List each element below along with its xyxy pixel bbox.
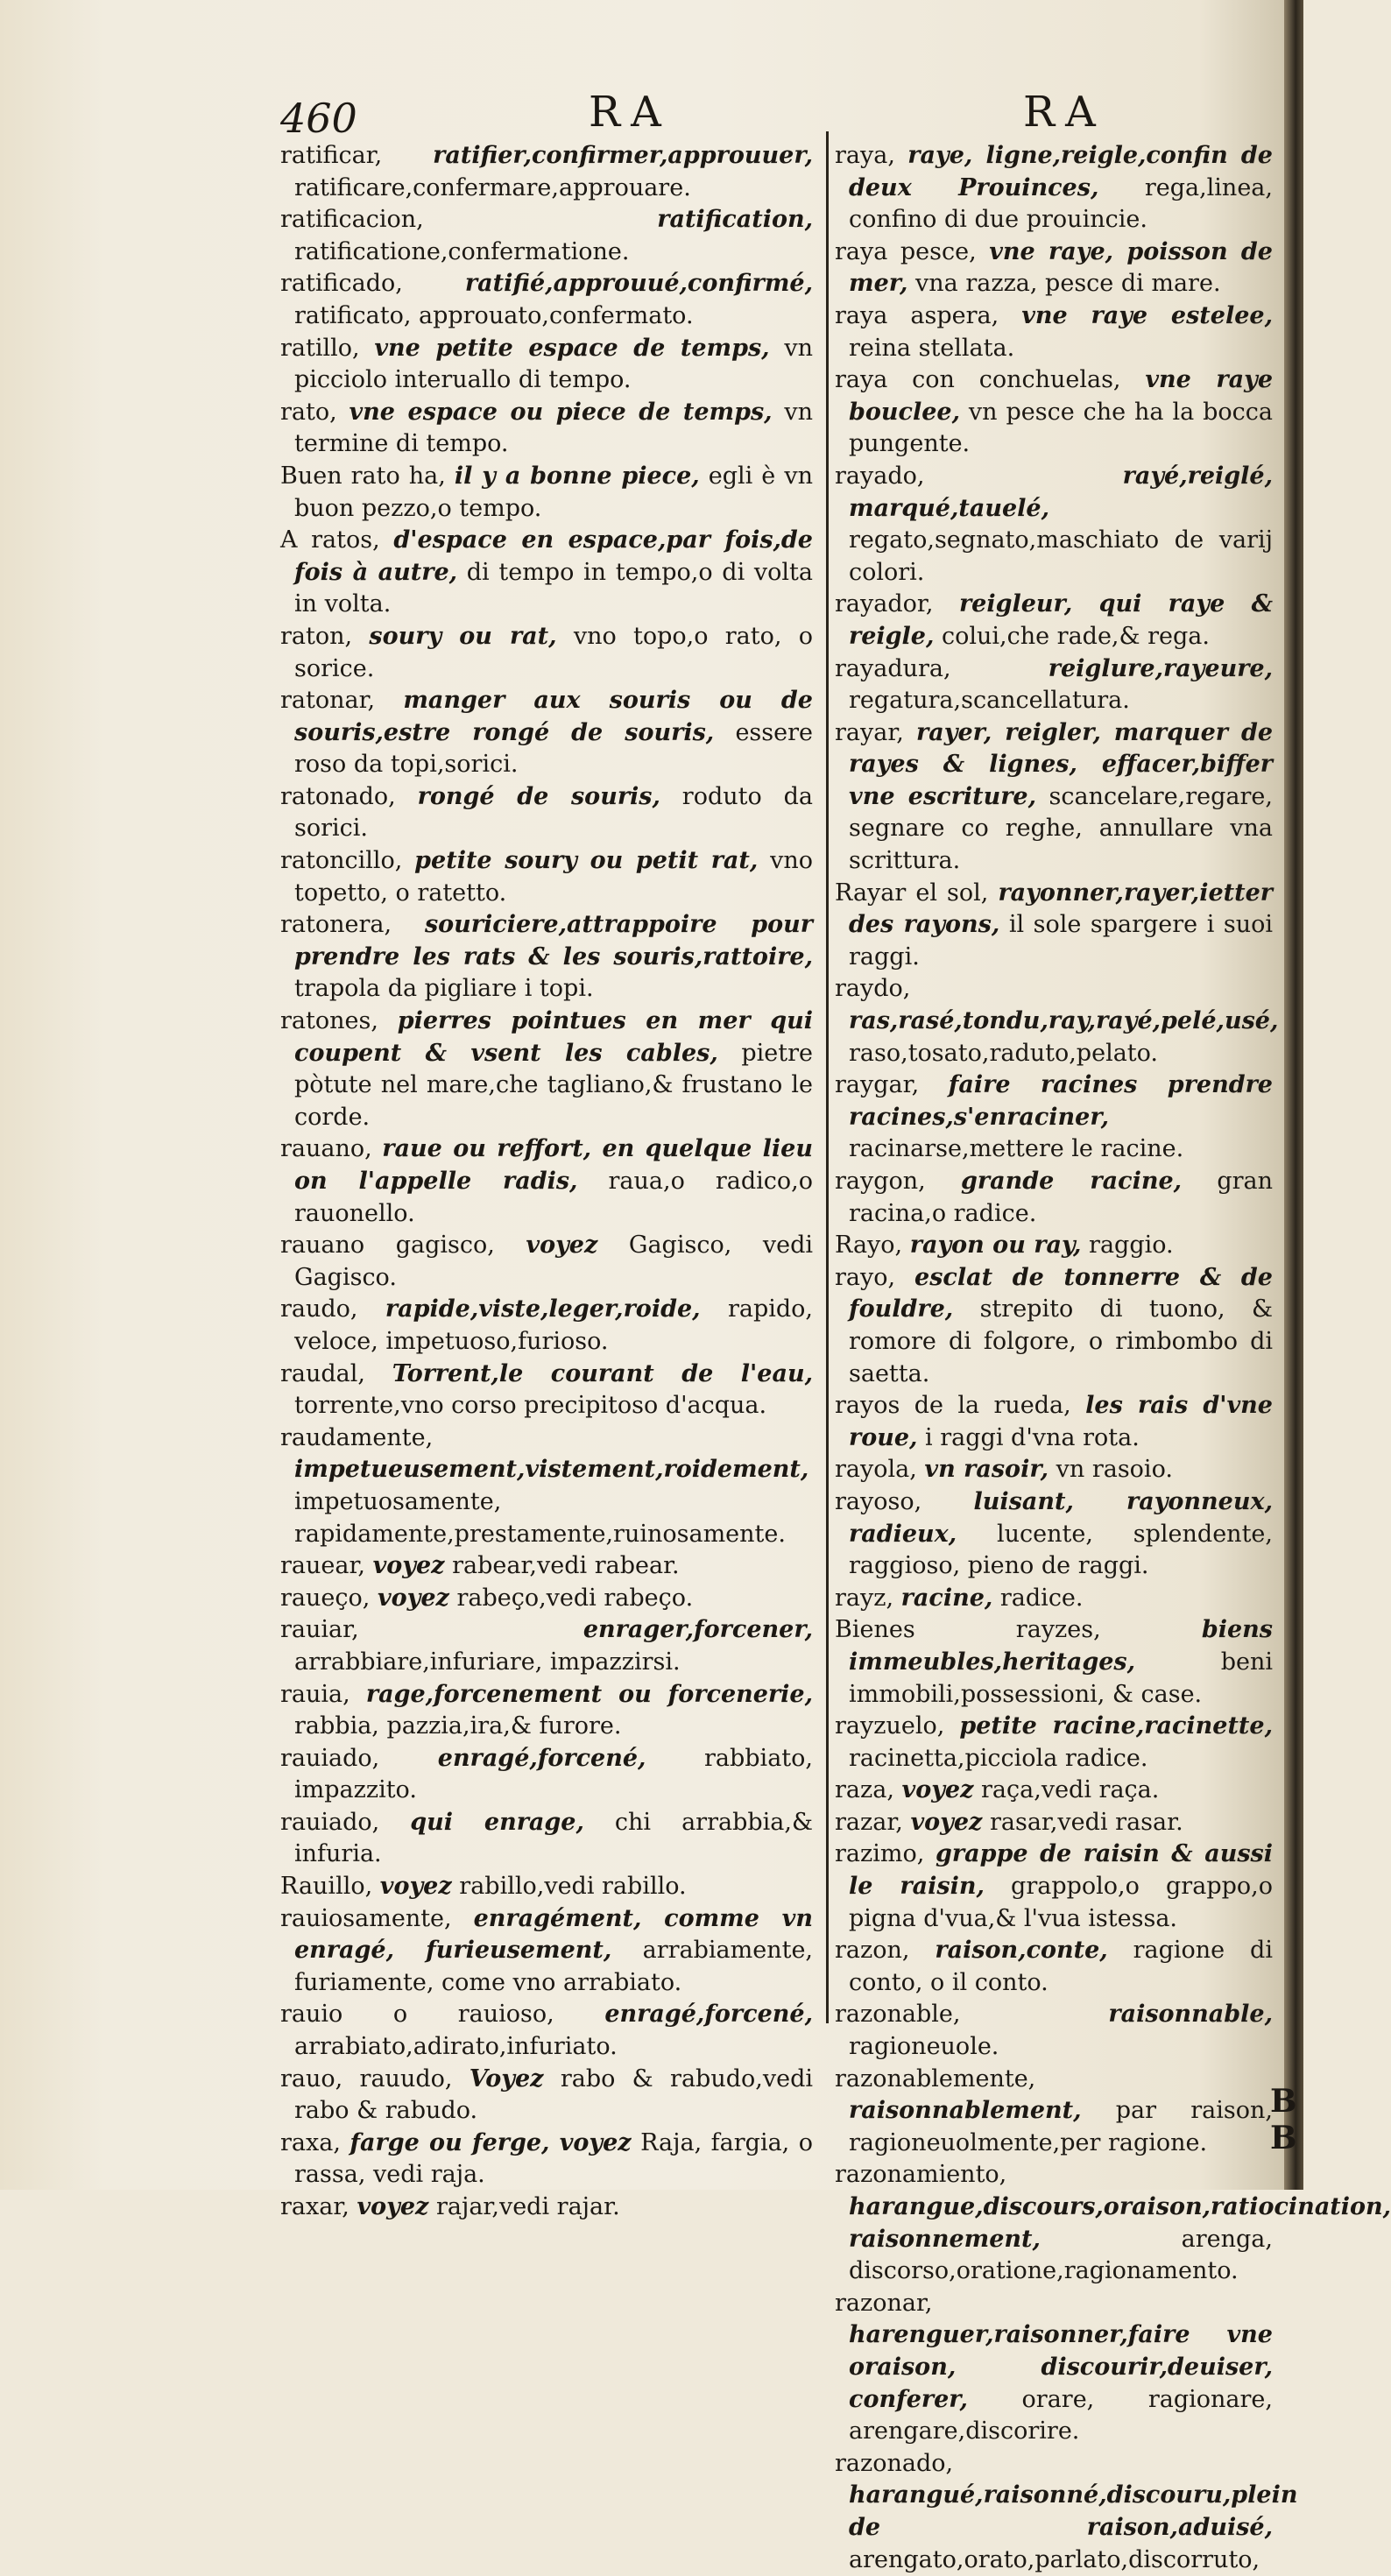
french-gloss: reiglure,rayeure, [1048,654,1273,682]
italian-gloss: i raggi d'vna rota. [925,1423,1140,1451]
dictionary-entry [280,1679,813,1743]
dictionary-entry [280,525,813,621]
headword: razar, [835,1808,903,1836]
french-gloss: voyez [910,1808,983,1836]
dictionary-entry [280,1871,813,1903]
french-gloss: ratifié,approuué,confirmé, [464,270,813,298]
headword: raxa, [280,2128,341,2156]
french-gloss: vne raye estelee, [1021,301,1273,329]
headword: rayo, [835,1263,896,1291]
french-gloss: luisant, rayonneux, radieux, [849,1487,1273,1548]
italian-gloss: vn termine di tempo. [294,398,813,458]
italian-gloss: Raja, fargia, o rassa, vedi raja. [294,2128,813,2189]
book-gutter [1284,0,1303,2190]
dictionary-entry [280,204,813,268]
italian-gloss: trapola da pigliare i topi. [294,975,594,1003]
italian-gloss: rabbia, pazzia,ira,& furore. [294,1712,622,1740]
italian-gloss: arenga, discorso,oratione,ragionamento. [849,2225,1273,2285]
italian-gloss: rajar,vedi rajar. [435,2193,620,2220]
french-gloss: reigleur, qui raye & reigle, [849,590,1273,650]
dictionary-entry [280,1743,813,1807]
headword: ratones, [280,1007,378,1035]
french-gloss: manger aux souris ou de souris,estre rongé de souris, [294,687,813,746]
headword: rayoso, [835,1487,922,1515]
italian-gloss: Gagisco, vedi Gagisco. [294,1232,814,1291]
headword: raygon, [835,1168,926,1195]
dictionary-entry [280,1230,813,1294]
french-gloss: esclat de tonnerre & de fouldre, [849,1263,1273,1323]
headword: Rauillo, [280,1873,373,1901]
french-gloss: raye, ligne,reigle,confin de deux Prouinces, [849,142,1273,201]
headword: ratonado, [280,782,396,810]
italian-gloss: strepito di tuono, & romore di folgore, o rimbombo di saetta. [849,1295,1273,1387]
headword: Rayo, [835,1232,903,1260]
headword: raza, [835,1776,894,1804]
column-divider [826,131,829,2023]
headword: razimo, [835,1840,925,1868]
headword: raya con conchuelas, [835,366,1121,394]
french-gloss: grande racine, [961,1168,1183,1195]
french-gloss: farge ou ferge, voyez [350,2128,632,2156]
italian-gloss: racinetta,picciola radice. [849,1744,1148,1772]
french-gloss: grappe de raisin & aussi le raisin, [849,1840,1273,1901]
dictionary-entry [280,1583,813,1615]
headword: raton, [280,622,353,650]
headword: raudamente, [280,1423,434,1451]
french-gloss: souriciere,attrappoire pour prendre les rats & les souris,rattoire, [294,911,813,970]
french-gloss: vne raye bouclee, [849,366,1273,426]
italian-gloss: rasar,vedi rasar. [989,1808,1183,1836]
dictionary-entry [280,1807,813,1871]
french-gloss: rayer, reigler, marquer de rayes & lignes, effacer,biffer vne escriture, [849,718,1273,810]
dictionary-entry [835,653,1273,717]
headword: ratonera, [280,911,392,939]
french-gloss: Voyez [469,2064,544,2093]
dictionary-entry [280,909,813,1006]
headword: raydo, [835,975,911,1003]
dictionary-entry [280,1903,813,2000]
italian-gloss: vn picciolo interuallo di tempo. [294,334,813,394]
french-gloss: enragément, comme vn enragé, furieusement, [294,1904,813,1965]
headword: rayola, [835,1456,917,1484]
french-gloss: rongé de souris, [417,782,660,810]
dictionary-entry [835,1390,1273,1454]
french-gloss: vn rasoir, [924,1456,1049,1484]
french-gloss: enrager,forcener, [583,1616,813,1644]
french-gloss: vne petite espace de temps, [374,334,770,362]
french-gloss: pierres pointues en mer qui coupent & vsent les cables, [294,1007,813,1067]
headword: rauo, rauudo, [280,2064,453,2093]
headword: rayz, [835,1584,894,1612]
italian-gloss: raua,o radico,o rauonello. [294,1168,813,1227]
dictionary-entry [835,1999,1273,2063]
headword: rayar, [835,718,904,746]
french-gloss: enragé,forcené, [437,1744,646,1772]
dictionary-entry [835,1614,1273,1711]
french-gloss: les rais d'vne roue, [849,1392,1273,1451]
headword: razonamiento, [835,2161,1007,2189]
italian-gloss: arrabiato,adirato,infuriato. [294,2033,618,2061]
running-head-right: RA [1023,88,1106,137]
dictionary-entry [835,2288,1273,2448]
dictionary-entry [835,1166,1273,1230]
headword: ratonar, [280,687,376,715]
headword: ratillo, [280,334,360,362]
headword: Buen rato ha, [280,462,446,490]
italian-gloss: reina stellata. [849,334,1015,362]
dictionary-entry [835,2159,1391,2287]
french-gloss: voyez [357,2193,429,2220]
italian-gloss: scancelare,regare, segnare co reghe, annullare vna scrittura. [849,782,1273,875]
italian-gloss: arrabbiare,infuriare, impazzirsi. [294,1648,681,1676]
italian-gloss: colui,che rade,& rega. [941,622,1210,650]
french-gloss: voyez [377,1584,449,1612]
running-head-left: RA [589,88,672,137]
dictionary-entry [835,1486,1273,1583]
italian-gloss: raso,tosato,raduto,pelato. [849,1039,1159,1067]
italian-gloss: rabear,vedi rabear. [452,1552,680,1580]
dictionary-entry [280,621,813,685]
italian-gloss: vn rasoio. [1056,1456,1173,1484]
french-gloss: harangué,raisonné,discouru,plein de raison,aduisé, [849,2481,1298,2541]
italian-gloss: rega,linea, confino di due prouincie. [849,173,1273,234]
french-gloss: rayonner,rayer,ietter des rayons, [849,879,1273,939]
italian-gloss: torrente,vno corso precipitoso d'acqua. [294,1392,767,1420]
dictionary-entry [835,1454,1273,1486]
dictionary-entry [280,1999,813,2063]
headword: razonable, [835,2001,961,2029]
dictionary-entry [835,364,1273,461]
dictionary-entry [835,300,1273,364]
french-gloss: rayon ou ray, [909,1232,1082,1260]
headword: rauiado, [280,1744,380,1772]
italian-gloss: roduto da sorici. [294,782,813,843]
dictionary-entry [835,1711,1273,1775]
headword: raygar, [835,1071,920,1099]
italian-gloss: il sole spargere i suoi raggi. [849,911,1274,970]
italian-gloss: rabillo,vedi rabillo. [459,1873,687,1901]
italian-gloss: gran racina,o radice. [849,1168,1273,1227]
catchword: B B [1270,2083,1297,2156]
dictionary-entry [280,140,813,204]
dictionary-entry [835,2448,1298,2576]
headword: rauano, [280,1135,372,1163]
french-gloss: enragé,forcené, [604,2001,813,2029]
dictionary-entry [280,685,813,781]
italian-gloss: rabeço,vedi rabeço. [456,1584,694,1612]
french-gloss: ratification, [657,206,813,234]
dictionary-entry [835,589,1273,653]
headword: ratoncillo, [280,847,403,875]
italian-gloss: vn pesce che ha la bocca pungente. [849,398,1273,458]
headword: rauano gagisco, [280,1232,495,1260]
italian-gloss: ratificatione,confermatione. [294,237,630,265]
dictionary-entry [835,878,1273,974]
dictionary-entry [280,1550,813,1583]
dictionary-entry [280,333,813,397]
french-gloss: voyez [901,1776,974,1804]
headword: razonado, [835,2449,954,2477]
italian-gloss: regato,segnato,maschiato de varij colori. [849,526,1273,586]
italian-gloss: di tempo in tempo,o di volta in volta. [294,558,813,618]
french-gloss: harenguer,raisonner,faire vne oraison, discourir,deuiser, conferer, [849,2321,1273,2413]
italian-gloss: ratificato, approuato,confermato. [294,301,694,329]
french-gloss: rage,forcenement ou forcenerie, [365,1680,813,1708]
headword: ratificacion, [280,206,424,234]
italian-gloss: grappolo,o grappo,o pigna d'vua,& l'vua istessa. [849,1873,1273,1932]
dictionary-entry [280,781,813,845]
french-gloss: vne espace ou piece de temps, [349,398,773,426]
dictionary-entry [835,1262,1273,1390]
italian-gloss: rabo & rabudo,vedi rabo & rabudo. [294,2064,813,2125]
dictionary-entry [835,2064,1273,2160]
italian-gloss: essere roso da topi,sorici. [294,718,813,779]
italian-gloss: chi arrabbia,& infuria. [294,1808,813,1868]
headword: rayadura, [835,654,951,682]
italian-gloss: orare, ragionare, arengare,discorire. [849,2385,1273,2445]
italian-gloss: vno topetto, o ratetto. [294,847,813,907]
italian-gloss: egli è vn buon pezzo,o tempo. [294,462,813,522]
headword: raya pesce, [835,237,977,265]
italian-gloss: regatura,scancellatura. [849,687,1130,715]
dictionary-entry [280,2128,813,2191]
italian-gloss: rapido, veloce, impetuoso,furioso. [294,1295,813,1355]
french-gloss: voyez [379,1873,452,1901]
french-gloss: d'espace en espace,par fois,de fois à autre, [294,526,813,586]
french-gloss: harangue,discours,oraison,ratiocination, raisonnement, [849,2193,1391,2253]
french-gloss: petite soury ou petit rat, [414,847,759,875]
headword: razon, [835,1937,910,1965]
headword: A ratos, [280,526,380,554]
italian-gloss: beni immobili,possessioni, & case. [849,1648,1273,1708]
dictionary-entry [835,973,1279,1069]
headword: raya aspera, [835,301,999,329]
headword: rauiado, [280,1808,380,1836]
italian-gloss: ragione di conto, o il conto. [849,1937,1273,1996]
dictionary-entry [280,1422,813,1550]
headword: ratificado, [280,270,403,298]
headword: rauio o rauioso, [280,2001,554,2029]
italian-gloss: impetuosamente, rapidamente,prestamente,ruinosamente. [294,1487,786,1548]
french-gloss: racine, [900,1584,993,1612]
dictionary-entry [835,1935,1273,1999]
headword: rayador, [835,590,934,618]
french-gloss: voyez [526,1232,598,1260]
italian-gloss: raggio. [1089,1232,1174,1260]
headword: ratificar, [280,142,383,169]
french-gloss: raison,conte, [935,1937,1108,1965]
italian-gloss: rabbiato, impazzito. [294,1744,813,1804]
headword: raudal, [280,1359,365,1387]
headword: rauiosamente, [280,1904,452,1932]
french-gloss: il y a bonne piece, [454,462,700,490]
dictionary-entry [835,1807,1273,1839]
headword: rauia, [280,1680,350,1708]
headword: raya, [835,142,895,169]
italian-gloss: raça,vedi raça. [981,1776,1160,1804]
headword: rayzuelo, [835,1712,945,1740]
headword: raudo, [280,1295,358,1323]
headword: raxar, [280,2193,350,2220]
french-gloss: raue ou reffort, en quelque lieu on l'appelle radis, [294,1135,813,1195]
headword: raueço, [280,1584,371,1612]
dictionary-entry [280,845,813,909]
italian-gloss: pietre pòtute nel mare,che tagliano,& frustano le corde. [294,1039,813,1131]
headword: razonablemente, [835,2064,1036,2093]
headword: rayos de la rueda, [835,1392,1071,1420]
dictionary-entry [280,1006,813,1133]
headword: Bienes rayzes, [835,1616,1101,1644]
french-gloss: ras,rasé,tondu,ray,rayé,pelé,usé, [849,1007,1279,1035]
left-column [280,140,813,2224]
french-gloss: soury ou rat, [369,622,557,650]
italian-gloss: lucente, splendente, raggioso, pieno de raggi. [849,1520,1273,1580]
headword: Rayar el sol, [835,879,989,907]
french-gloss: faire racines prendre racines,s'enraciner, [849,1071,1273,1131]
dictionary-entry [835,1583,1273,1615]
headword: rauear, [280,1552,365,1580]
italian-gloss: ragioneuole. [849,2033,999,2061]
italian-gloss: racinarse,mettere le racine. [849,1135,1184,1163]
french-gloss: petite racine,racinette, [959,1712,1273,1740]
dictionary-entry [835,461,1273,589]
headword: rauiar, [280,1616,359,1644]
headword: razonar, [835,2289,933,2317]
dictionary-entry [280,397,813,461]
dictionary-entry [835,140,1273,236]
dictionary-entry [835,1069,1273,1166]
italian-gloss: vna razza, pesce di mare. [915,270,1221,298]
dictionary-entry [280,1359,813,1422]
french-gloss: rayé,reiglé, marqué,tauelé, [849,462,1273,522]
dictionary-entry [835,236,1273,300]
dictionary-entry [835,1230,1273,1262]
italian-gloss: arengato,orato,parlato,discorruto, [849,2545,1260,2573]
french-gloss: biens immeubles,heritages, [849,1616,1273,1676]
french-gloss: vne raye, poisson de mer, [849,237,1273,298]
italian-gloss: par raison, ragioneuolmente,per ragione. [849,2097,1273,2156]
dictionary-entry [280,1294,813,1358]
dictionary-entry [280,1614,813,1678]
headword: rato, [280,398,337,426]
dictionary-entry [280,461,813,525]
italian-gloss: vno topo,o rato, o sorice. [294,622,813,682]
dictionary-entry [280,2064,813,2128]
dictionary-entry [835,1838,1273,1935]
dictionary-entry [280,268,813,332]
italian-gloss: arrabiamente, furiamente, come vno arrabiato. [294,1937,813,1996]
dictionary-entry [280,2191,813,2224]
headword: rayado, [835,462,925,490]
italian-gloss: ratificare,confermare,approuare. [294,173,691,201]
italian-gloss: radice. [999,1584,1084,1612]
french-gloss: rapide,viste,leger,roide, [385,1295,701,1323]
french-gloss: impetueusement,vistement,roidement, [294,1456,809,1484]
dictionary-entry [835,1775,1273,1807]
page-number: 460 [280,95,357,142]
dictionary-entry [280,1133,813,1230]
french-gloss: raisonnablement, [849,2097,1082,2125]
french-gloss: Torrent,le courant de l'eau, [392,1359,813,1387]
french-gloss: qui enrage, [410,1808,584,1836]
french-gloss: raisonnable, [1108,2001,1273,2029]
french-gloss: voyez [372,1552,445,1580]
dictionary-entry [835,717,1273,878]
french-gloss: ratifier,confirmer,approuuer, [433,142,813,169]
